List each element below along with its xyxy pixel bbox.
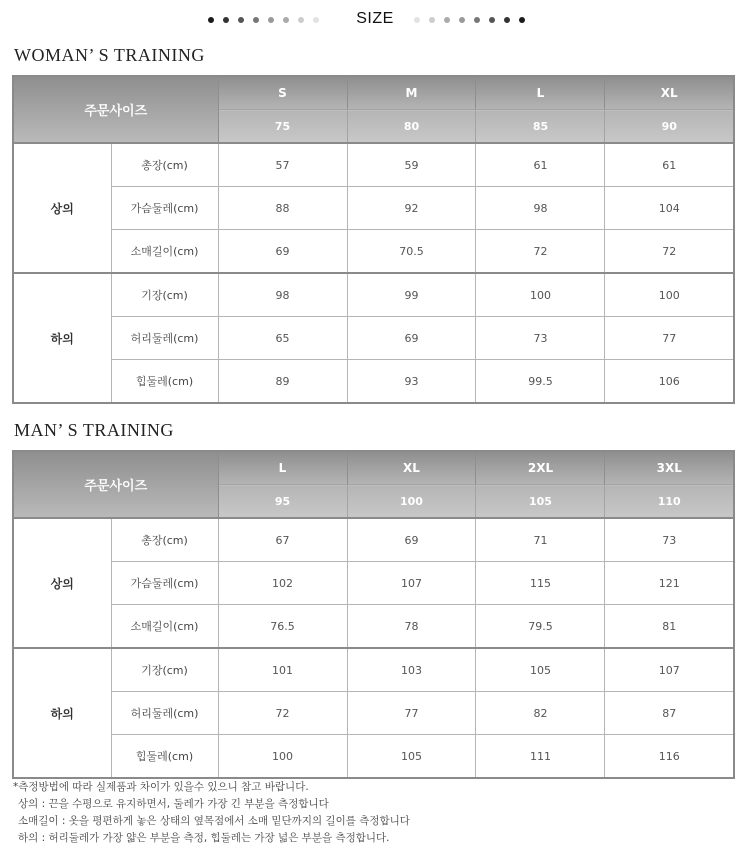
sub-size-header-cell: 80 — [347, 110, 476, 144]
dot-icon — [444, 17, 450, 23]
table-row — [13, 360, 734, 404]
men-size-table — [12, 450, 735, 779]
dot-icon — [429, 17, 435, 23]
sub-size-header-cell: 85 — [476, 110, 605, 144]
order-size-header: 주문사이즈 — [13, 451, 218, 518]
measurement-value: 111 — [476, 735, 605, 779]
measurement-value: 98 — [218, 273, 347, 317]
dot-icon — [504, 17, 510, 23]
size-header-cell: XL — [605, 76, 734, 110]
category-cell-top: 상의 — [13, 143, 111, 273]
measurement-value: 107 — [347, 562, 476, 605]
measurement-notes — [13, 779, 410, 847]
size-header-cell: L — [476, 76, 605, 110]
measurement-value: 115 — [476, 562, 605, 605]
sub-size-header-cell: 100 — [347, 485, 476, 519]
measurement-value: 78 — [347, 605, 476, 649]
measurement-value: 81 — [605, 605, 734, 649]
dot-icon — [474, 17, 480, 23]
sub-size-header-cell: 75 — [218, 110, 347, 144]
measurement-value: 72 — [605, 230, 734, 274]
measurement-label: 총장(cm) — [111, 518, 218, 562]
measurement-value: 92 — [347, 187, 476, 230]
table-row — [13, 230, 734, 274]
measurement-value: 82 — [476, 692, 605, 735]
size-header-cell: L — [218, 451, 347, 485]
sub-size-header-cell: 110 — [605, 485, 734, 519]
size-header-cell: XL — [347, 451, 476, 485]
measurement-label: 소매길이(cm) — [111, 605, 218, 649]
measurement-value: 71 — [476, 518, 605, 562]
men-section-title: MAN’ S TRAINING — [14, 420, 174, 440]
sub-size-header-cell: 105 — [476, 485, 605, 519]
measurement-value: 65 — [218, 317, 347, 360]
measurement-value: 67 — [218, 518, 347, 562]
sub-size-header-cell: 95 — [218, 485, 347, 519]
measurement-value: 116 — [605, 735, 734, 779]
sub-size-header-cell: 90 — [605, 110, 734, 144]
measurement-value: 57 — [218, 143, 347, 187]
table-row — [13, 648, 734, 692]
measurement-value: 77 — [605, 317, 734, 360]
category-cell-top: 상의 — [13, 518, 111, 648]
measurement-value: 70.5 — [347, 230, 476, 274]
measurement-label: 가슴둘레(cm) — [111, 562, 218, 605]
measurement-value: 73 — [605, 518, 734, 562]
category-cell-bottom: 하의 — [13, 273, 111, 403]
measurement-value: 105 — [476, 648, 605, 692]
dot-icon — [414, 17, 420, 23]
note-line: 하의 : 허리둘레가 가장 얇은 부분을 측정, 힙둘레는 가장 넓은 부분을 측정합니다. — [18, 832, 390, 844]
dot-icon — [459, 17, 465, 23]
measurement-value: 72 — [218, 692, 347, 735]
measurement-value: 79.5 — [476, 605, 605, 649]
measurement-value: 73 — [476, 317, 605, 360]
measurement-value: 99.5 — [476, 360, 605, 404]
measurement-value: 59 — [347, 143, 476, 187]
dot-icon — [489, 17, 495, 23]
measurement-value: 101 — [218, 648, 347, 692]
table-row — [13, 692, 734, 735]
women-size-table — [12, 75, 735, 404]
note-line: *측정방법에 따라 실제품과 차이가 있을수 있으니 참고 바랍니다. — [13, 781, 309, 793]
size-header-cell: S — [218, 76, 347, 110]
measurement-value: 69 — [347, 518, 476, 562]
women-section-title: WOMAN’ S TRAINING — [14, 45, 205, 65]
table-row — [13, 518, 734, 562]
size-header — [0, 10, 750, 30]
note-line: 상의 : 끈을 수평으로 유지하면서, 둘레가 가장 긴 부분을 측정합니다 — [18, 798, 329, 810]
measurement-label: 허리둘레(cm) — [111, 317, 218, 360]
measurement-value: 100 — [605, 273, 734, 317]
table-row — [13, 143, 734, 187]
measurement-value: 61 — [476, 143, 605, 187]
measurement-value: 69 — [218, 230, 347, 274]
measurement-label: 총장(cm) — [111, 143, 218, 187]
measurement-label: 가슴둘레(cm) — [111, 187, 218, 230]
measurement-value: 102 — [218, 562, 347, 605]
note-line: 소매길이 : 옷을 평편하게 놓은 상태의 옆목점에서 소매 밑단까지의 길이를 측정합니다 — [18, 815, 410, 827]
measurement-value: 88 — [218, 187, 347, 230]
size-title: SIZE — [356, 10, 394, 27]
measurement-value: 107 — [605, 648, 734, 692]
measurement-label: 소매길이(cm) — [111, 230, 218, 274]
measurement-value: 121 — [605, 562, 734, 605]
order-size-header: 주문사이즈 — [13, 76, 218, 143]
table-row — [13, 273, 734, 317]
measurement-value: 72 — [476, 230, 605, 274]
measurement-value: 98 — [476, 187, 605, 230]
measurement-value: 100 — [476, 273, 605, 317]
table-row — [13, 735, 734, 779]
measurement-value: 89 — [218, 360, 347, 404]
table-row — [13, 605, 734, 649]
size-header-cell: 2XL — [476, 451, 605, 485]
size-header-cell: M — [347, 76, 476, 110]
category-cell-bottom: 하의 — [13, 648, 111, 778]
measurement-value: 93 — [347, 360, 476, 404]
measurement-label: 기장(cm) — [111, 648, 218, 692]
measurement-value: 105 — [347, 735, 476, 779]
measurement-label: 힙둘레(cm) — [111, 360, 218, 404]
measurement-value: 99 — [347, 273, 476, 317]
measurement-value: 100 — [218, 735, 347, 779]
measurement-value: 69 — [347, 317, 476, 360]
right-dot-divider — [414, 17, 525, 23]
measurement-label: 힙둘레(cm) — [111, 735, 218, 779]
table-row — [13, 187, 734, 230]
measurement-value: 106 — [605, 360, 734, 404]
measurement-value: 103 — [347, 648, 476, 692]
measurement-value: 87 — [605, 692, 734, 735]
measurement-value: 61 — [605, 143, 734, 187]
table-row — [13, 562, 734, 605]
measurement-value: 77 — [347, 692, 476, 735]
measurement-label: 기장(cm) — [111, 273, 218, 317]
measurement-value: 104 — [605, 187, 734, 230]
dot-icon — [519, 17, 525, 23]
measurement-label: 허리둘레(cm) — [111, 692, 218, 735]
table-row — [13, 317, 734, 360]
size-header-cell: 3XL — [605, 451, 734, 485]
measurement-value: 76.5 — [218, 605, 347, 649]
